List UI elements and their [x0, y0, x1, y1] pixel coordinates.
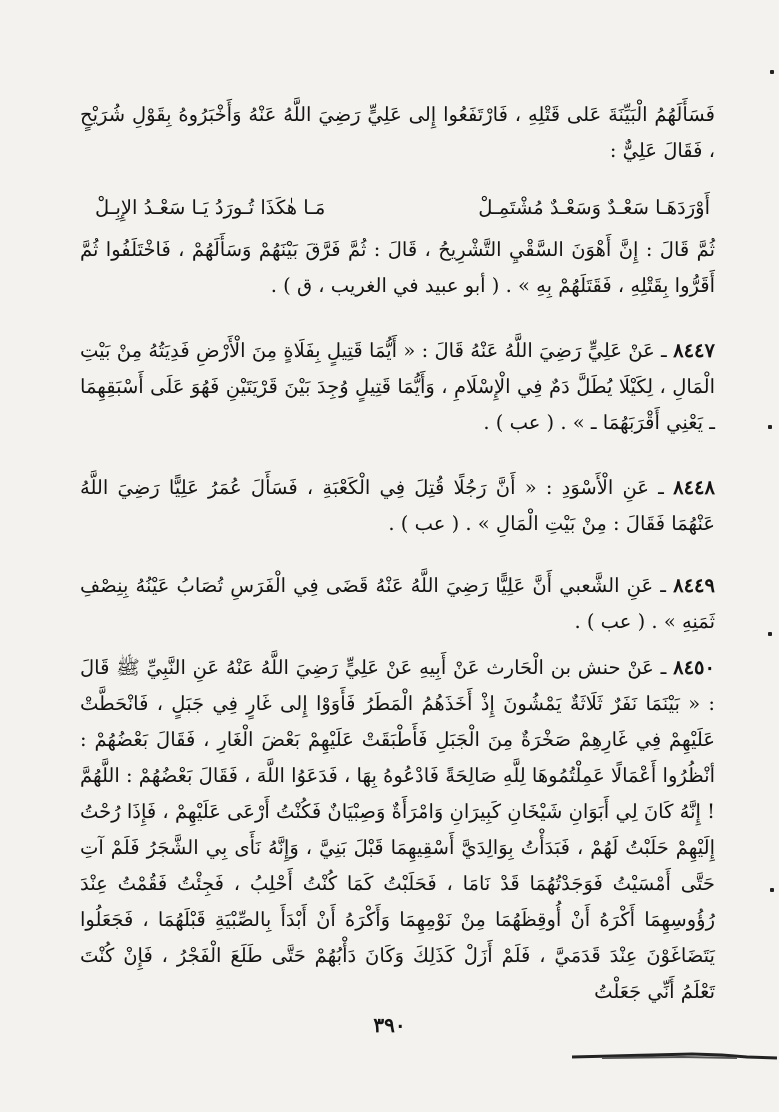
poem-hemistich-left: مَـا هٰكَذَا تُـورَدُ يَـا سَعْـدُ الإِبِـلْ — [95, 196, 326, 219]
poem-verse — [95, 190, 710, 226]
scan-edge-mark — [770, 70, 774, 74]
entry-number: ٨٤٤٧ — [673, 339, 715, 362]
paragraph-after-poem — [80, 232, 715, 304]
paragraph-text: ثُمَّ قَالَ : إِنَّ أَهْوَنَ السَّقْيِ التَّشْرِيحُ ، قَالَ : ثُمَّ فَرَّقَ بَيْنَهُمْ وَسَأَلَهُمْ ، فَاخْتَلَفُوا ثُمَّ أَقَرُّوا بِقَتْلِهِ ، فَقَتَلَهُمْ بِهِ » . ( أبو عبيد في الغريب ، ق ) . — [80, 238, 715, 297]
page-number: ٣٩٠ — [373, 1013, 406, 1037]
entry-text: ـ عَنْ عَلِيٍّ رَضِيَ اللَّهُ عَنْهُ قَالَ : « أَيُّمَا قَتِيلٍ بِفَلَاةٍ مِنَ الْأَرْضِ فَدِيَتُهُ مِنْ بَيْتِ الْمَالِ ، لِكَيْلَا يُطَلَّ دَمٌ فِي الْإِسْلَامِ ، وَأَيُّمَا قَتِيلٍ وُجِدَ بَيْنَ قَرْيَتَيْنِ فَهُوَ عَلَى أَسْبَقِهِمَا ـ يَعْنِي أَقْرَبَهُمَا ـ » . ( عب ) . — [80, 339, 715, 434]
hadith-entry-8449 — [80, 568, 715, 640]
entry-text: ـ عَنِ الْأَسْوَدِ : « أَنَّ رَجُلًا قُتِلَ فِي الْكَعْبَةِ ، فَسَأَلَ عُمَرُ عَلِيًّا رَضِيَ اللَّهُ عَنْهُمَا فَقَالَ : مِنْ بَيْتِ الْمَالِ » . ( عب ) . — [80, 476, 715, 535]
entry-number: ٨٤٤٩ — [673, 574, 715, 597]
hadith-entry-8447 — [80, 333, 715, 441]
paragraph-text: فَسَأَلَهُمُ الْبَيِّنَةَ عَلى قَتْلِهِ ، فَارْتَفَعُوا إِلى عَلِيٍّ رَضِيَ اللَّهُ عَنْهُ وَأَخْبَرُوهُ بِقَوْلِ شُرَيْحٍ ، فَقَالَ عَلِيٌّ : — [80, 103, 715, 162]
paragraph-intro — [80, 97, 715, 169]
entry-text: ـ عَنْ حنش بن الْحَارث عَنْ أَبِيهِ عَنْ عَلِيٍّ رَضِيَ اللَّهُ عَنْهُ عَنِ النَّبِيِّ ﷺ قَالَ : « بَيْنَمَا نَفَرٌ ثَلَاثَةٌ يَمْشُونَ إِذْ أَخَذَهُمُ الْمَطَرُ فَأَوَوْا إِلى غَارٍ فِي جَبَلٍ ، فَانْحَطَّتْ عَلَيْهِمْ فِي غَارِهِمْ صَخْرَةٌ مِنَ الْجَبَلِ فَأَطْبَقَتْ عَلَيْهِمْ بَعْضَ الْغَارِ ، فَقَالَ بَعْضُهُمْ : أنْظُرُوا أَعْمَالًا عَمِلْتُمُوهَا لِلَّهِ صَالِحَةً فَادْعُوهُ بِهَا ، فَدَعَوُا اللَّهَ ، فَقَالَ بَعْضُهُمْ : اللَّهُمَّ ! إِنَّهُ كَانَ لِي أَبَوَانِ شَيْخَانِ كَبِيرَانِ وَامْرَأَةٌ وَصِبْيَانٌ فَكُنْتُ أَرْعَى عَلَيْهِمْ ، فَإِذَا رُحْتُ إِلَيْهِمْ حَلَبْتُ لَهُمْ ، فَبَدَأْتُ بِوَالِدَيَّ أَسْقِيهِمَا قَبْلَ بَنِيَّ ، وَإِنَّهُ نَأَى بِي الشَّجَرُ فَلَمْ آتِ حَتَّى أَمْسَيْتُ فَوَجَدْتُهُمَا قَدْ نَامَا ، فَحَلَبْتُ كَمَا كُنْتُ أَحْلِبُ ، فَجِئْتُ فَقُمْتُ عِنْدَ رُؤُوسِهِمَا أَكْرَهُ أَنْ أُوقِظَهُمَا مِنْ نَوْمِهِمَا وَأَكْرَهُ أَنْ أَبْدَأَ بِالصِّبْيَةِ قَبْلَهُمَا ، فَجَعَلُوا يَتَضَاغَوْنَ عِنْدَ قَدَمَيَّ ، فَلَمْ أَزَلْ كَذَلِكَ وَكَانَ دَأْبُهُمْ حَتَّى طَلَعَ الْفَجْرُ ، فَإِنْ كُنْتَ تَعْلَمُ أَنِّي جَعَلْتُ — [80, 656, 715, 1003]
entry-text: ـ عَنِ الشَّعبي أَنَّ عَلِيًّا رَضِيَ اللَّهُ عَنْهُ قَضَى فِي الْفَرَسِ تُصَابُ عَيْنُهُ بِنِصْفِ ثَمَنِهِ » . ( عب ) . — [80, 574, 715, 633]
hadith-entry-8448 — [80, 470, 715, 542]
poem-hemistich-right: أَوْرَدَهَـا سَعْـدٌ وَسَعْـدٌ مُشْتَمِـلْ — [478, 196, 710, 219]
scan-edge-mark — [768, 632, 772, 636]
scan-smudge-mark — [572, 1052, 777, 1061]
scan-edge-mark — [768, 425, 772, 429]
scan-edge-mark — [770, 888, 774, 892]
hadith-entry-8450 — [80, 650, 715, 1010]
entry-number: ٨٤٥٠ — [673, 656, 715, 679]
entry-number: ٨٤٤٨ — [673, 476, 716, 499]
